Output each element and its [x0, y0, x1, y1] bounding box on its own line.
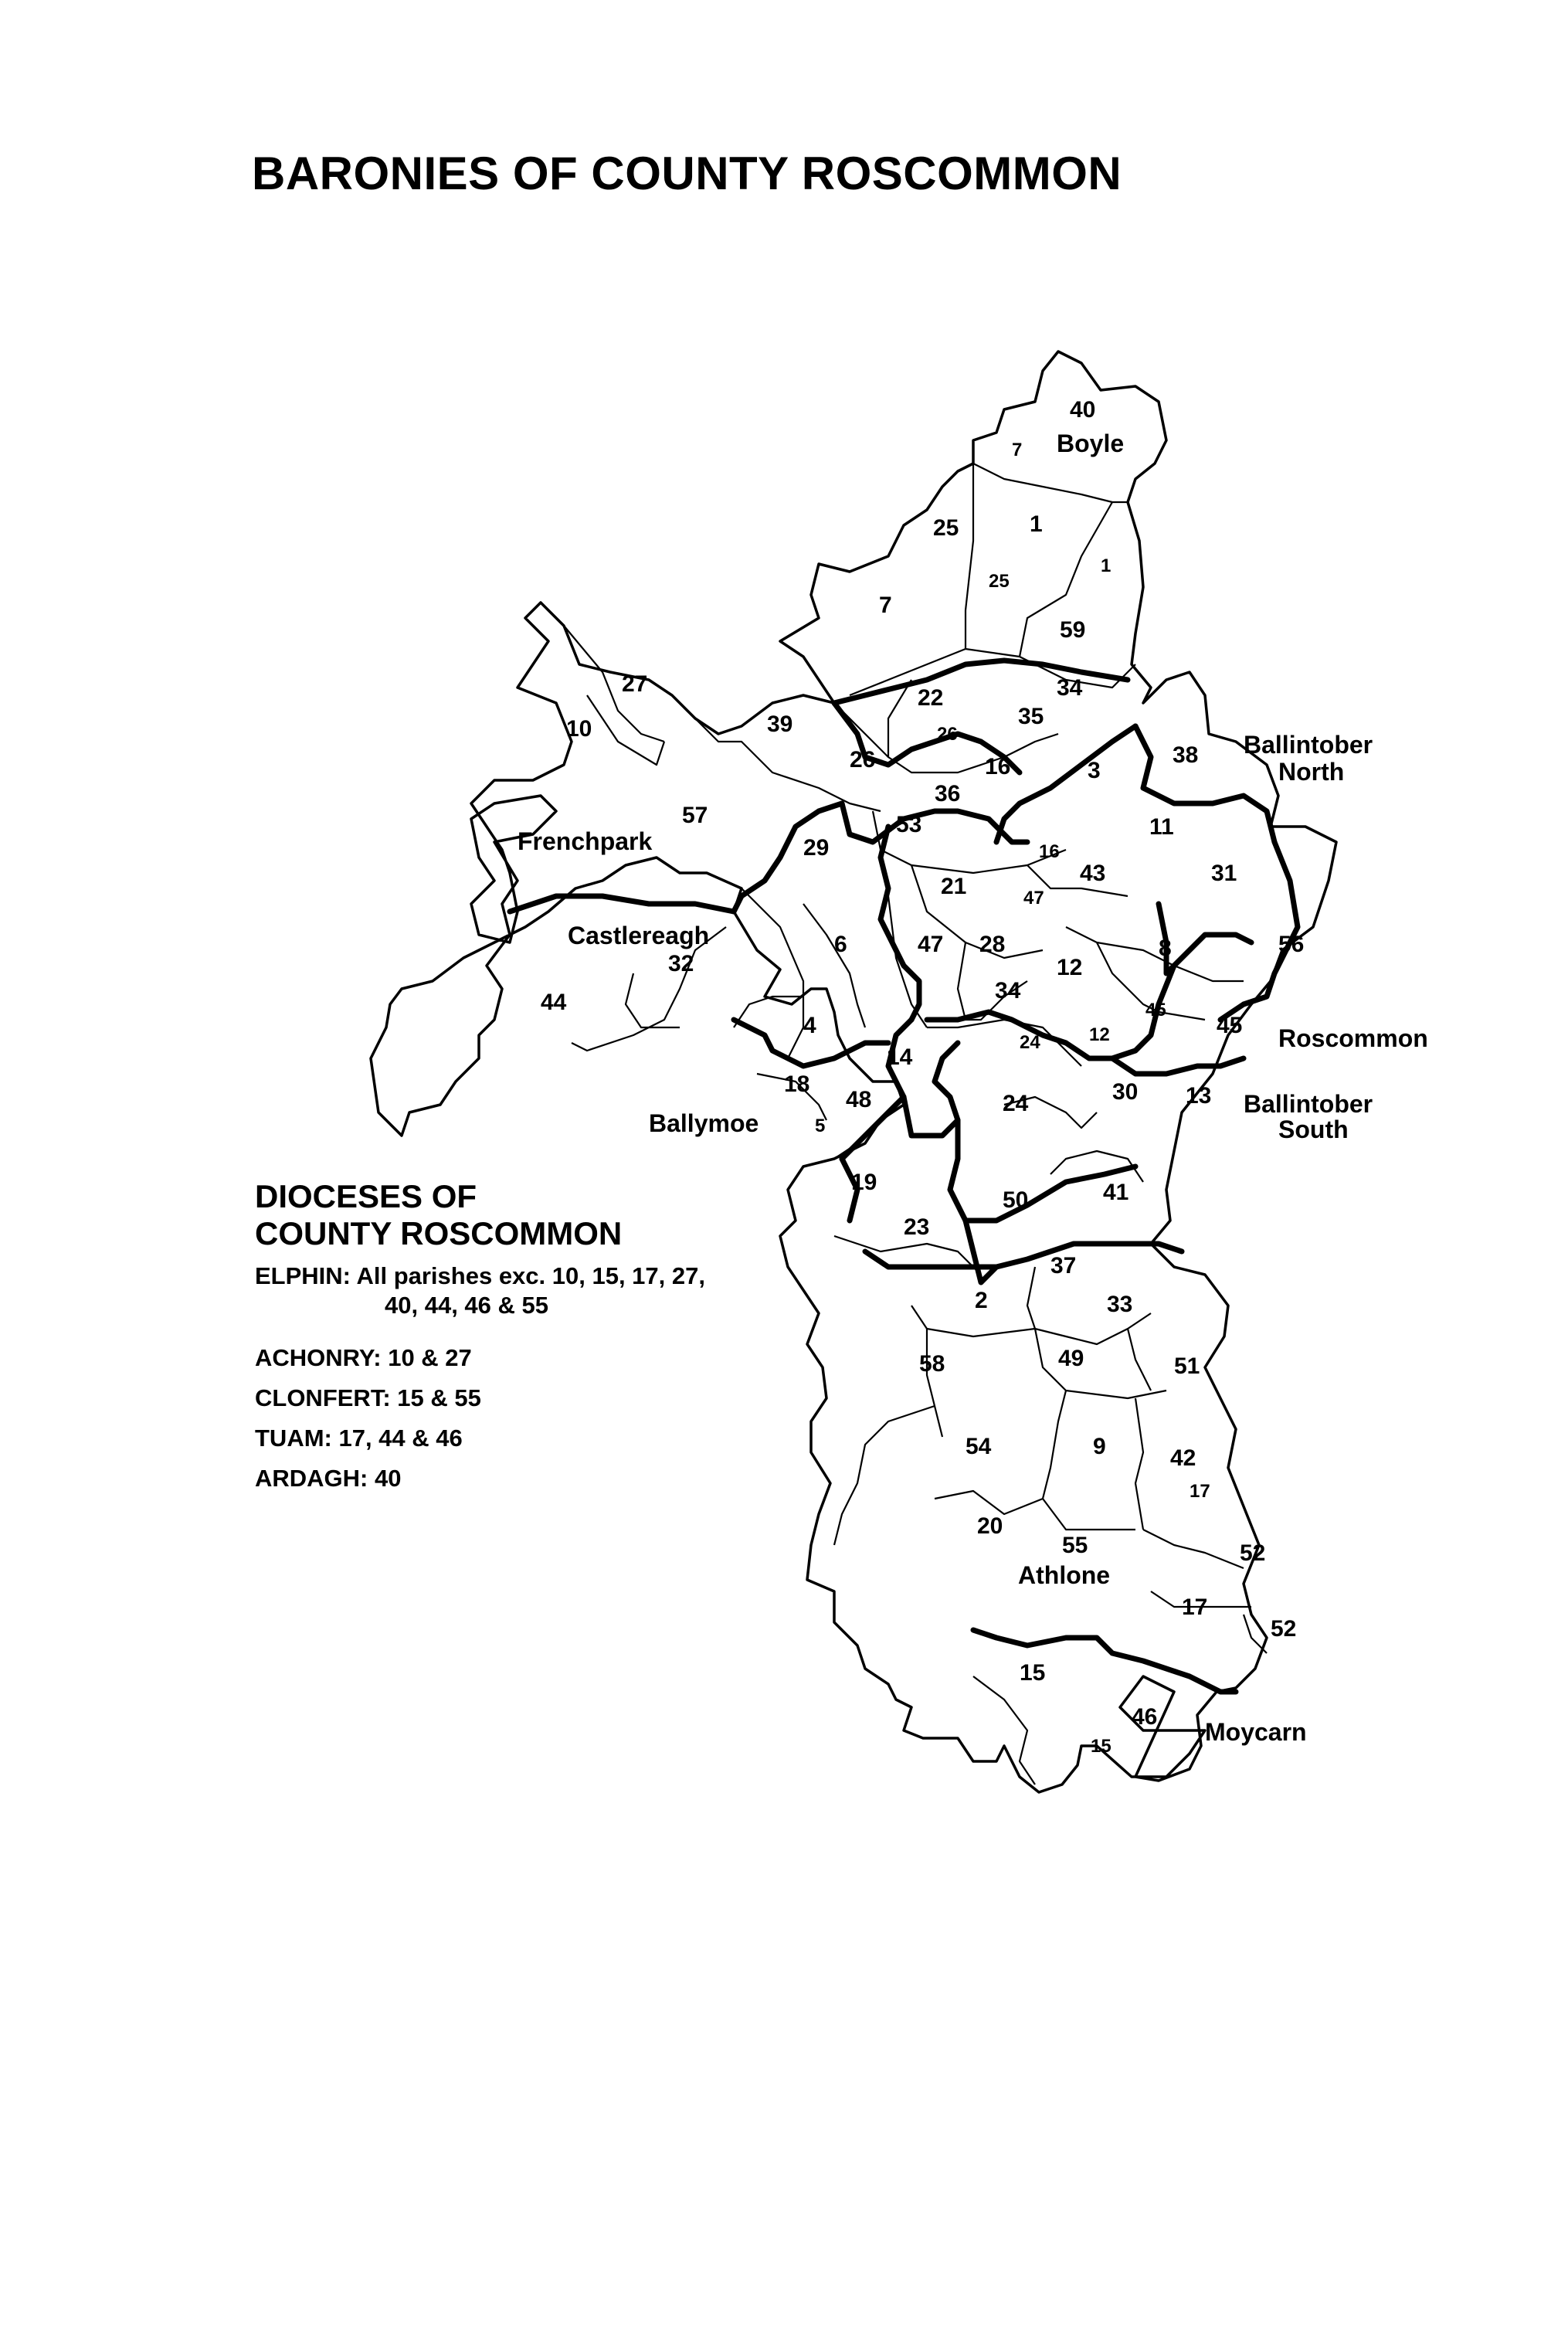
- parish-number: 58: [919, 1351, 945, 1377]
- parish-number: 45: [1145, 1000, 1166, 1020]
- parish-number: 15: [1020, 1660, 1046, 1686]
- parish-number: 10: [566, 716, 592, 742]
- parish-number: 44: [541, 990, 567, 1015]
- parish-number: 1: [1101, 555, 1112, 576]
- parish-number: 17: [1182, 1594, 1208, 1620]
- parish-number: 2: [975, 1288, 988, 1313]
- parish-number: 16: [1039, 841, 1060, 862]
- parish-number: 26: [850, 747, 876, 773]
- dioceses-legend: [255, 1178, 842, 1493]
- elphin-line1: ELPHIN: All parishes exc. 10, 15, 17, 27,: [255, 1262, 705, 1289]
- parish-number: 9: [1093, 1434, 1106, 1459]
- parish-number: 38: [1173, 742, 1199, 768]
- parish-number: 41: [1103, 1180, 1129, 1205]
- parish-number: 30: [1112, 1079, 1139, 1105]
- parish-number: 3: [1088, 758, 1101, 783]
- parish-number: 12: [1057, 955, 1083, 980]
- parish-number: 42: [1170, 1445, 1196, 1471]
- parish-number: 21: [941, 874, 967, 899]
- parish-number: 16: [985, 754, 1011, 779]
- page-title: BARONIES OF COUNTY ROSCOMMON: [252, 148, 1122, 199]
- elphin-line2: 40, 44, 46 & 55: [385, 1292, 548, 1319]
- tuam-line: TUAM: 17, 44 & 46: [255, 1425, 463, 1452]
- barony-label-ballintober-north: Ballintober: [1244, 731, 1373, 759]
- parish-number: 23: [904, 1214, 930, 1240]
- parish-number: 6: [834, 932, 847, 957]
- parish-number: 18: [784, 1071, 810, 1097]
- parish-number: 14: [887, 1044, 913, 1070]
- parish-number: 59: [1060, 617, 1086, 643]
- parish-number: 56: [1278, 932, 1305, 957]
- parish-number: 47: [1023, 888, 1044, 908]
- barony-label-frenchpark: Frenchpark: [518, 827, 653, 855]
- parish-number: 13: [1186, 1083, 1212, 1109]
- dioceses-title-line1: DIOCESES OF: [255, 1178, 477, 1214]
- parish-number: 32: [668, 951, 694, 976]
- parish-number: 50: [1003, 1187, 1029, 1213]
- parish-number: 17: [1190, 1481, 1210, 1502]
- county-outline: [371, 351, 1336, 1792]
- parish-number: 25: [989, 571, 1010, 592]
- parish-number: 15: [1091, 1736, 1112, 1757]
- parish-number: 53: [896, 812, 922, 837]
- parish-number: 24: [1003, 1091, 1029, 1116]
- achonry-line: ACHONRY: 10 & 27: [255, 1344, 472, 1371]
- parish-number: 34: [1057, 675, 1083, 701]
- parish-number: 37: [1050, 1253, 1077, 1279]
- parish-number: 28: [979, 932, 1006, 957]
- parish-number: 52: [1240, 1540, 1266, 1566]
- barony-label-athlone: Athlone: [1018, 1561, 1111, 1589]
- parish-number: 20: [977, 1513, 1003, 1539]
- parish-number: 54: [966, 1434, 992, 1459]
- parish-number: 33: [1107, 1292, 1133, 1317]
- parish-number: 35: [1018, 704, 1044, 729]
- parish-number: 36: [935, 781, 961, 807]
- parish-number: 46: [1132, 1704, 1158, 1730]
- parish-number: 52: [1271, 1616, 1297, 1642]
- parish-number: 1: [1030, 511, 1043, 537]
- parish-number: 47: [918, 932, 944, 957]
- parish-number: 19: [851, 1170, 877, 1195]
- parish-number: 39: [767, 711, 793, 737]
- dioceses-title: [255, 1178, 842, 1252]
- parish-number: 12: [1089, 1024, 1110, 1045]
- parish-number: 40: [1070, 397, 1096, 423]
- parish-number: 48: [846, 1087, 872, 1112]
- barony-label-boyle: Boyle: [1057, 430, 1125, 457]
- parish-number: 45: [1217, 1013, 1243, 1038]
- parish-number: 31: [1211, 861, 1237, 886]
- barony-label-ballintober-south-2: South: [1278, 1116, 1349, 1143]
- parish-number: 43: [1080, 861, 1106, 886]
- barony-label-roscommon: Roscommon: [1278, 1024, 1428, 1052]
- parish-number: 5: [815, 1116, 826, 1136]
- parish-number: 7: [1012, 440, 1023, 460]
- parish-number: 27: [622, 671, 648, 697]
- parish-number: 22: [918, 685, 944, 711]
- dioceses-title-line2: COUNTY ROSCOMMON: [255, 1215, 623, 1251]
- barony-label-ballintober-north-2: North: [1278, 758, 1345, 786]
- parish-number: 57: [682, 803, 708, 828]
- parish-number: 26: [937, 724, 958, 745]
- parish-number: 51: [1174, 1353, 1200, 1379]
- ardagh-line: ARDAGH: 40: [255, 1465, 402, 1492]
- barony-label-moycarn: Moycarn: [1205, 1718, 1307, 1746]
- parish-number: 24: [1020, 1032, 1040, 1053]
- parish-number: 4: [803, 1013, 816, 1038]
- parish-number: 49: [1058, 1346, 1084, 1371]
- parish-number: 34: [995, 978, 1021, 1003]
- parish-number: 29: [803, 835, 830, 861]
- clonfert-line: CLONFERT: 15 & 55: [255, 1384, 481, 1411]
- parish-number: 8: [1159, 936, 1172, 961]
- parish-number: 11: [1149, 814, 1174, 840]
- barony-label-castlereagh: Castlereagh: [568, 922, 710, 949]
- parish-number: 25: [933, 515, 959, 541]
- parish-number: 7: [879, 593, 892, 618]
- barony-label-ballymoe: Ballymoe: [649, 1109, 759, 1137]
- parish-number: 55: [1062, 1533, 1088, 1558]
- barony-label-ballintober-south: Ballintober: [1244, 1090, 1373, 1118]
